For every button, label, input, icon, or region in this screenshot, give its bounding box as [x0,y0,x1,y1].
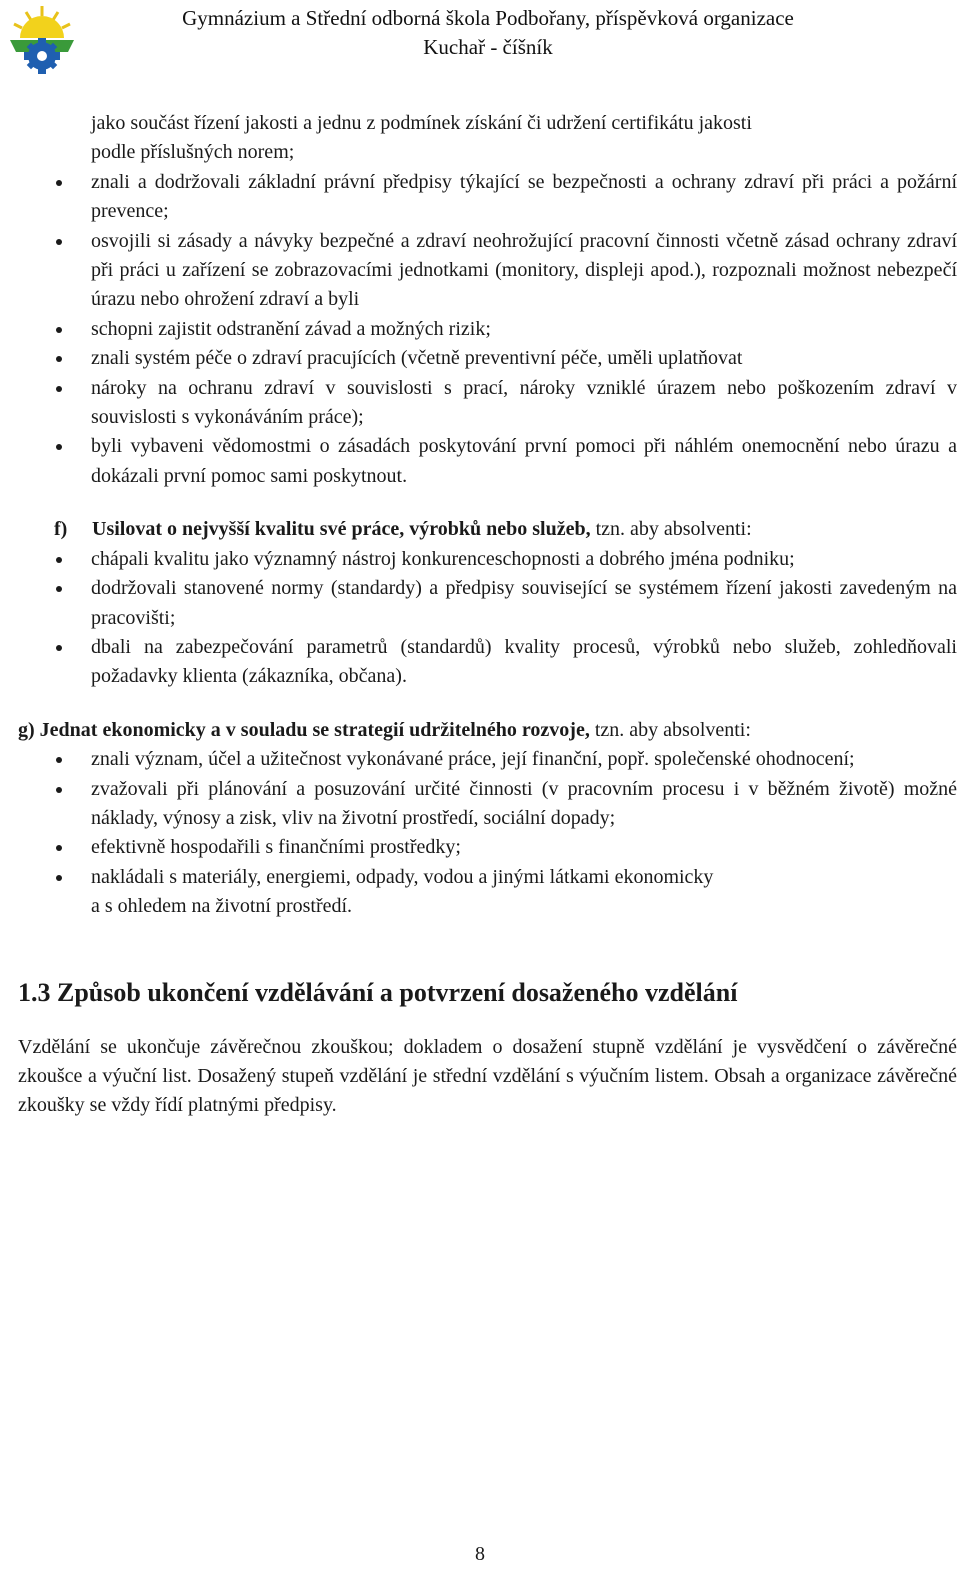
list-item: schopni zajistit odstranění závad a možných rizik; [18,315,957,344]
page-number: 8 [475,1543,485,1565]
section-g-intro: tzn. aby absolventi: [589,718,751,741]
continuation-text [18,109,957,168]
list-item: znali a dodržovali základní právní předpisy týkající se bezpečnosti a ochrany zdraví při práci a požární prevence; [18,168,957,227]
section-f-heading [18,515,957,544]
list-item: znali systém péče o zdraví pracujících (včetně preventivní péče, uměli uplatňovat [18,344,957,373]
list-item: zvažovali při plánování a posuzování určité činnosti (v pracovním procesu i v běžném životě) možné náklady, výnosy a zisk, vliv na životní prostředí, sociální dopady; [18,775,957,834]
bullet-list-e [18,168,957,491]
section-g-label: g) [18,718,35,741]
section-f-intro: tzn. aby absolventi: [590,518,752,541]
list-item: dodržovali stanovené normy (standardy) a předpisy související se systémem řízení jakosti zavedeným na pracovišti; [18,574,957,633]
page-header [0,4,960,62]
list-item: efektivně hospodařili s finančními prostředky; [18,833,957,862]
list-item: dbali na zabezpečování parametrů (standardů) kvality procesů, výrobků nebo služeb, zohledňovali požadavky klienta (zákazníka, občana). [18,633,957,692]
main-content [18,109,957,1121]
continuation-line-1: jako součást řízení jakosti a jednu z podmínek získání či udržení certifikátu jakosti [91,112,752,134]
school-name: Gymnázium a Střední odborná škola Podbořany, příspěvková organizace [182,6,794,30]
section-f-label: f) [54,518,68,541]
list-item: nároky na ochranu zdraví v souvislosti s prací, nároky vzniklé úrazem nebo poškozením zdraví v souvislosti s vykonáváním práce); [18,374,957,433]
list-item: nakládali s materiály, energiemi, odpady, vodou a jinými látkami ekonomicky [18,863,957,892]
bullet-list-g [18,745,957,921]
program-name: Kuchař - číšník [423,35,553,59]
chapter-heading: 1.3 Způsob ukončení vzdělávání a potvrzení dosaženého vzdělání [18,977,738,1007]
continuation-line-2: podle příslušných norem; [91,141,295,164]
list-item: osvojili si zásady a návyky bezpečné a zdraví neohrožující pracovní činnosti včetně zásad ochrany zdraví při práci u zařízení se zobrazovacími jednotkami (monitory, displeji apod.), rozpoznali možnost nebezpečí úrazu nebo ohrožení zdraví a byli [18,227,957,315]
section-g-heading [18,716,957,745]
bullet-list-f [18,545,957,692]
list-item: znali význam, účel a užitečnost vykonávané práce, její finanční, popř. společenské ohodnocení; [18,745,957,774]
section-f-title: Usilovat o nejvyšší kvalitu své práce, výrobků nebo služeb, [92,518,591,541]
list-item-continuation: a s ohledem na životní prostředí. [91,895,353,918]
list-item: byli vybaveni vědomostmi o zásadách poskytování první pomoci při náhlém onemocnění nebo úrazu a dokázali první pomoc sami poskytnout. [18,432,957,491]
chapter-paragraph: Vzdělání se ukončuje závěrečnou zkouškou; dokladem o dosažení stupně vzdělání je vysvědčení o závěrečné zkoušce a výuční list. Dosažený stupeň vzdělání je střední vzdělání s výučním listem. Obsah a organizace závěrečné zkoušky se vždy řídí platnými předpisy. [18,1035,957,1117]
section-g-title: Jednat ekonomicky a v souladu se strategií udržitelného rozvoje, [39,718,590,741]
list-item: chápali kvalitu jako významný nástroj konkurenceschopnosti a dobrého jména podniku; [18,545,957,574]
